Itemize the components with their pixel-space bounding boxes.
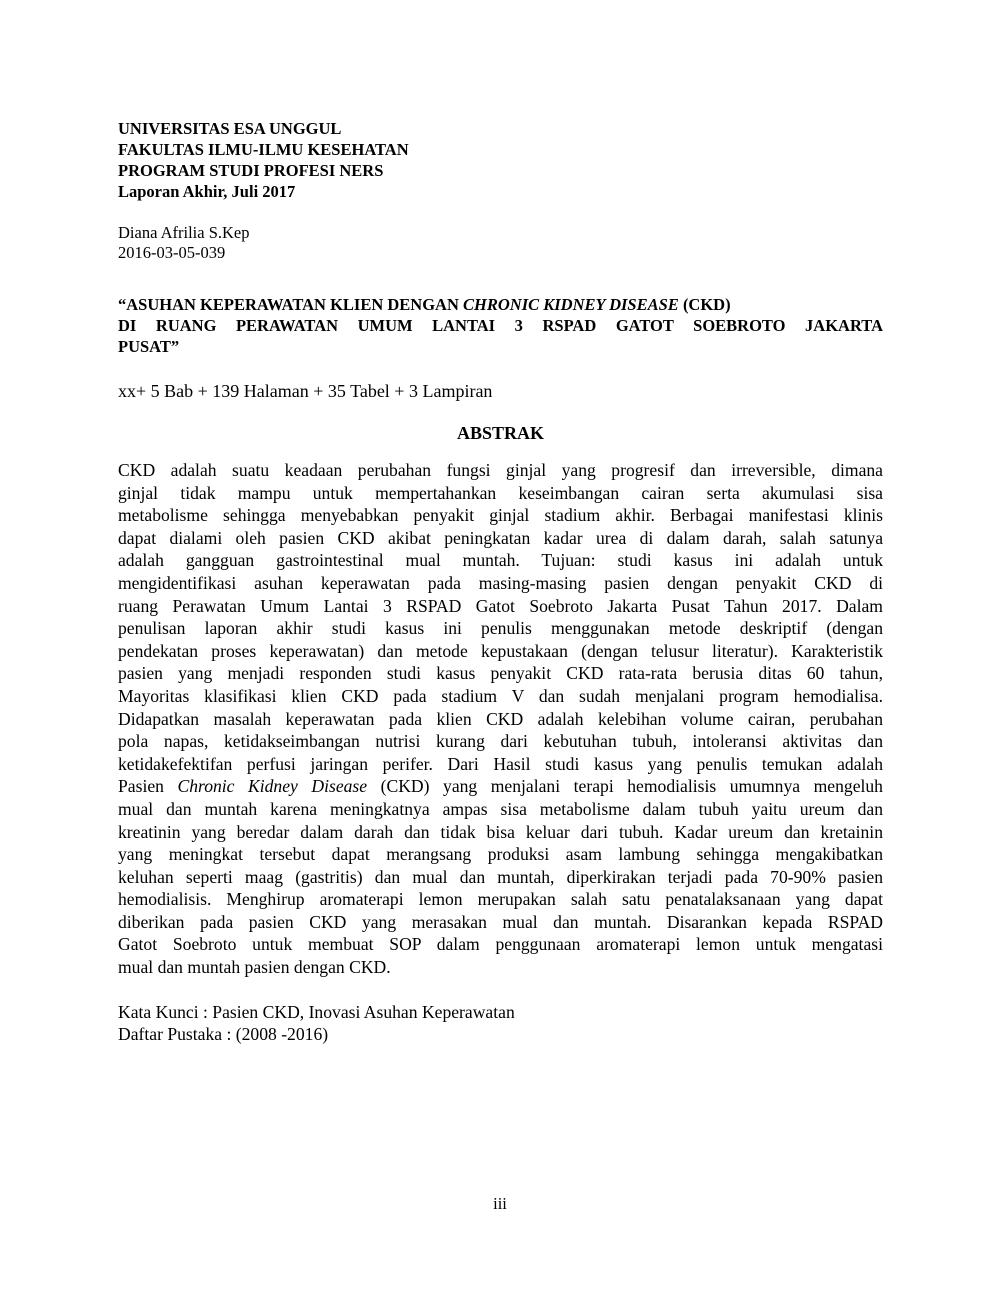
abstract-line: pola napas, ketidakseimbangan nutrisi kurang dari kebutuhan tubuh, intoleransi aktivitas dan <box>118 731 883 752</box>
keywords: Kata Kunci : Pasien CKD, Inovasi Asuhan Keperawatan <box>118 1001 515 1022</box>
abstract-line: mual dan muntah karena meningkatnya ampas sisa metabolisme dalam tubuh yaitu ureum dan <box>118 798 883 819</box>
title-line-3: PUSAT” <box>118 337 180 356</box>
abstract-body <box>118 459 883 979</box>
abstract-line: mengidentifikasi asuhan keperawatan pada masing-masing pasien dengan penyakit CKD di <box>118 572 883 593</box>
abstract-line: adalah gangguan gastrointestinal mual muntah. Tujuan: studi kasus ini adalah untuk <box>118 550 883 571</box>
references: Daftar Pustaka : (2008 -2016) <box>118 1023 329 1044</box>
abstract-line: dapat dialami oleh pasien CKD akibat peningkatan kadar urea di dalam darah, salah satunya <box>118 527 883 548</box>
abstract-line: Didapatkan masalah keperawatan pada klien CKD adalah kelebihan volume cairan, perubahan <box>118 708 883 729</box>
title-line-1-prefix: “ASUHAN KEPERAWATAN KLIEN DENGAN <box>118 295 464 314</box>
document-title <box>118 294 883 357</box>
abstract-line <box>118 775 883 798</box>
abstract-line: Mayoritas klasifikasi klien CKD pada stadium V dan sudah menjalani program hemodialisa. <box>118 685 883 706</box>
report-label: Laporan Akhir, Juli 2017 <box>118 182 296 201</box>
abstract-line: kreatinin yang beredar dalam darah dan tidak bisa keluar dari tubuh. Kadar ureum dan kretainin <box>118 821 883 842</box>
abstract-line: pendekatan proses keperawatan) dan metode kepustakaan (dengan telusur literatur). Karakteristik <box>118 640 883 661</box>
abstract-line: mual dan muntah pasien dengan CKD. <box>118 957 391 978</box>
faculty-name: FAKULTAS ILMU-ILMU KESEHATAN <box>118 140 409 159</box>
abstract-heading: ABSTRAK <box>456 423 545 443</box>
abstract-line: yang meningkat tersebut dapat merangsang produksi asam lambung sehingga mengakibatkan <box>118 844 883 865</box>
abstract-line-suffix: (CKD) yang menjalani terapi hemodialisis umumnya mengeluh <box>367 776 883 797</box>
document-header <box>118 118 883 202</box>
keywords-block <box>118 1001 883 1045</box>
abstract-line: ginjal tidak mampu untuk mempertahankan keseimbangan cairan serta akumulasi sisa <box>118 482 883 503</box>
abstract-line: CKD adalah suatu keadaan perubahan fungsi ginjal yang progresif dan irreversible, dimana <box>118 460 883 480</box>
abstract-line: Gatot Soebroto untuk membuat SOP dalam penggunaan aromaterapi lemon untuk mengatasi <box>118 934 883 955</box>
document-page <box>118 118 883 1045</box>
title-line-1 <box>118 294 883 315</box>
university-name: UNIVERSITAS ESA UNGGUL <box>118 119 342 138</box>
abstract-line-prefix: Pasien <box>118 776 178 797</box>
student-id: 2016-03-05-039 <box>118 243 226 262</box>
page-counts: xx+ 5 Bab + 139 Halaman + 35 Tabel + 3 Lampiran <box>118 381 493 401</box>
abstract-line: hemodialisis. Menghirup aromaterapi lemon merupakan salah satu penatalaksanaan yang dapat <box>118 889 883 910</box>
program-name: PROGRAM STUDI PROFESI NERS <box>118 161 384 180</box>
abstract-line: keluhan seperti maag (gastritis) dan mual dan muntah, diperkirakan terjadi pada 70-90% pasien <box>118 866 883 887</box>
abstract-line: penulisan laporan akhir studi kasus ini penulis menggunakan metode deskriptif (dengan <box>118 618 883 639</box>
abstract-line: ruang Perawatan Umum Lantai 3 RSPAD Gatot Soebroto Jakarta Pusat Tahun 2017. Dalam <box>118 595 883 616</box>
author-info <box>118 223 883 263</box>
title-line-2: DI RUANG PERAWATAN UMUM LANTAI 3 RSPAD GATOT SOEBROTO JAKARTA <box>118 316 883 335</box>
title-line-1-italic: CHRONIC KIDNEY DISEASE <box>463 295 679 314</box>
page-number: iii <box>493 1194 507 1213</box>
abstract-line: pasien yang menjadi responden studi kasus penyakit CKD rata-rata berusia ditas 60 tahun, <box>118 663 883 684</box>
abstract-line: diberikan pada pasien CKD yang merasakan mual dan muntah. Disarankan kepada RSPAD <box>118 911 883 932</box>
abstract-line: metabolisme sehingga menyebabkan penyakit ginjal stadium akhir. Berbagai manifestasi klinis <box>118 505 883 526</box>
author-name: Diana Afrilia S.Kep <box>118 223 250 242</box>
title-line-1-suffix: (CKD) <box>678 295 731 314</box>
abstract-line-italic: Chronic Kidney Disease <box>177 776 368 797</box>
abstract-line: ketidakefektifan perfusi jaringan perifer. Dari Hasil studi kasus yang penulis temukan adalah <box>118 753 883 774</box>
